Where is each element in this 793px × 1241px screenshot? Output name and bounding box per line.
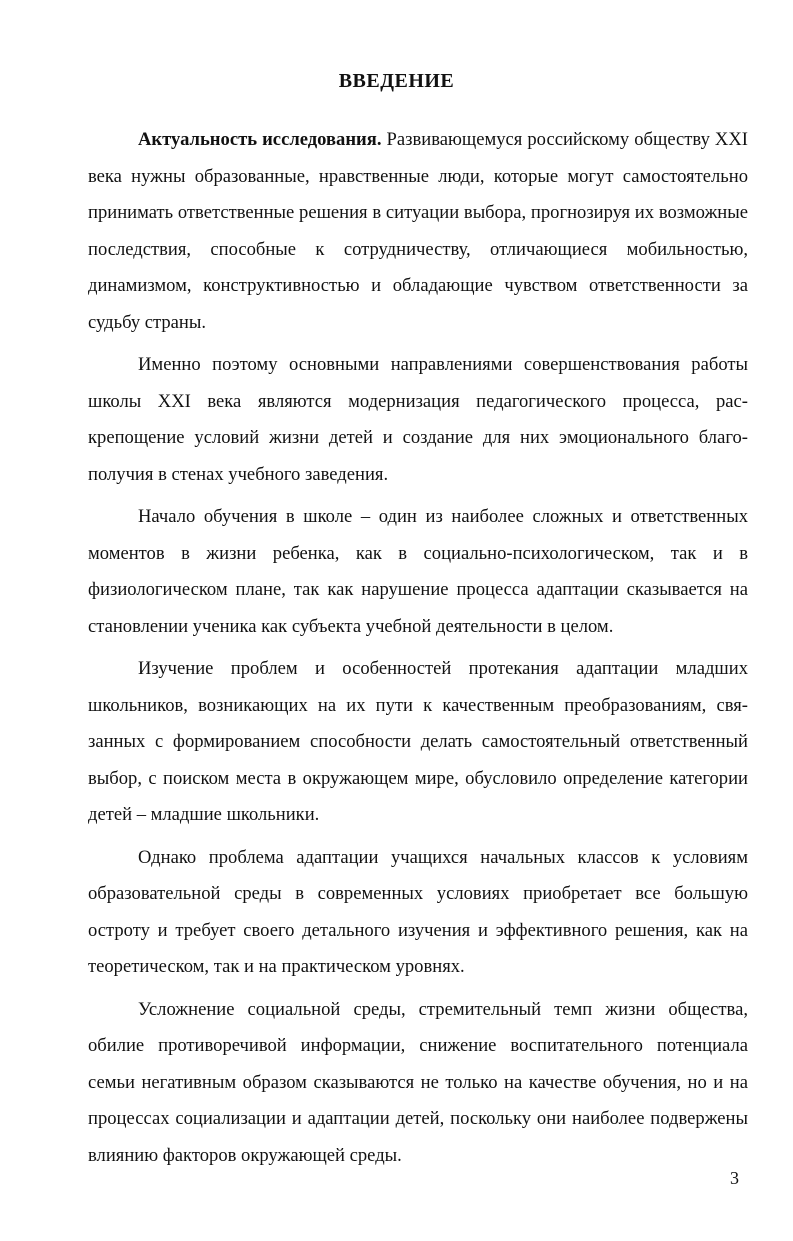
paragraph-relevance	[88, 122, 748, 341]
paragraph: Начало обучения в школе – один из наиболее сложных и ответственных моментов в жизни ребенка, как в социально-психологическом, так и в физиологическом плане, так как нарушение процесса адаптации сказывается на становлении ученика как субъекта учебной деятельности в целом.	[88, 506, 748, 637]
paragraph: Усложнение социальной среды, стремительный темп жизни общества, обилие противоречивой информации, снижение воспитательного потенциала семьи негативным образом сказываются не только на качестве обучения, но и на процессах социализации и адаптации детей, поскольку они наиболее подвержены влиянию факторов окружающей среды.	[88, 998, 748, 1166]
page-number: 3	[730, 1168, 739, 1188]
page-title: ВВЕДЕНИЕ	[338, 70, 455, 92]
paragraph: Именно поэтому основными направлениями совершенствования работы школы XXI века являются модернизация педагогического процесса, раскрепощение условий жизни детей и создание для них эмоционального благополучия в стенах учебного заведения.	[88, 354, 748, 485]
paragraph-text: Развивающемуся российскому обществу XXI века нужны образованные, нравственные люди, которые могут самостоятельно принимать ответственные решения в ситуации выбора, прогнозируя их возможные последствия, способные к сотрудничеству, отличающиеся мобильностью, динамизмом, конструктивностью и обладающие чувством ответственности за судьбу страны.	[88, 129, 748, 333]
document-body	[88, 122, 748, 1180]
paragraph: Изучение проблем и особенностей протекания адаптации младших школьников, возникающих на их пути к качественным преобразованиям, связанных с формированием способности делать самостоятельный ответственный выбор, с поиском места в окружающем мире, обусловило определение категории детей – младшие школьники.	[88, 658, 748, 825]
paragraph-lead: Актуальность исследования.	[138, 129, 382, 150]
paragraph: Однако проблема адаптации учащихся начальных классов к условиям образовательной среды в современных условиях приобретает все большую остроту и требует своего детального изучения и эффективного решения, как на теоретическом, так и на практическом уровнях.	[88, 846, 748, 977]
